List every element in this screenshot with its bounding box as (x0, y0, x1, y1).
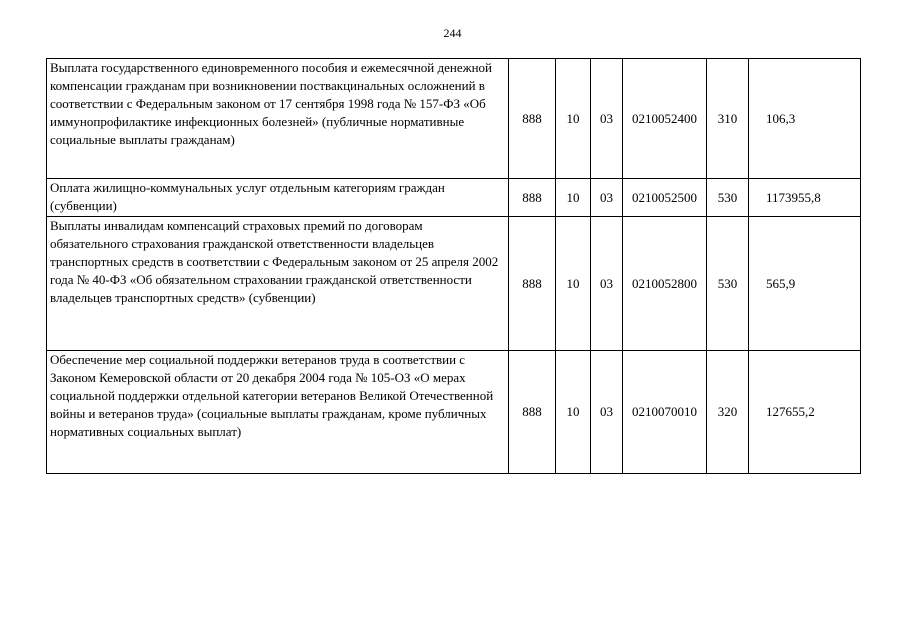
target-article-cell: 0210052400 (623, 59, 707, 179)
table-row (47, 217, 861, 351)
row-description: Выплата государственного единовременного пособия и ежемесячной денежной компенсации гражданам при возникновении поствакцинальных осложнений в соответствии с Федеральным законом от 17 сентября 1998 года № 157-ФЗ «Об иммунопрофилактике инфекционных болезней» (публичные нормативные социальные выплаты гражданам) (47, 59, 509, 179)
section-cell: 10 (556, 59, 591, 179)
amount-cell: 565,9 (749, 217, 861, 351)
subsection-cell: 03 (591, 217, 623, 351)
expense-type-cell: 320 (707, 351, 749, 474)
target-article-cell: 0210052500 (623, 179, 707, 217)
page-number: 244 (443, 26, 462, 40)
subsection-cell: 03 (591, 351, 623, 474)
section-cell: 10 (556, 179, 591, 217)
ministry-code-cell: 888 (509, 351, 556, 474)
table-row (47, 59, 861, 179)
amount-cell: 106,3 (749, 59, 861, 179)
row-description: Обеспечение мер социальной поддержки ветеранов труда в соответствии с Законом Кемеровской области от 20 декабря 2004 года № 105-ОЗ «О мерах социальной поддержки отдельной категории ветеранов Великой Отечественной войны и ветеранов труда» (социальные выплаты гражданам, кроме публичных нормативных социальных выплат) (47, 351, 509, 474)
budget-table (46, 58, 861, 474)
target-article-cell: 0210070010 (623, 351, 707, 474)
ministry-code-cell: 888 (509, 217, 556, 351)
subsection-cell: 03 (591, 179, 623, 217)
target-article-cell: 0210052800 (623, 217, 707, 351)
section-cell: 10 (556, 351, 591, 474)
amount-cell: 127655,2 (749, 351, 861, 474)
section-cell: 10 (556, 217, 591, 351)
expense-type-cell: 530 (707, 217, 749, 351)
amount-cell: 1173955,8 (749, 179, 861, 217)
table-row (47, 179, 861, 217)
row-description: Оплата жилищно-коммунальных услуг отдельным категориям граждан (субвенции) (47, 179, 509, 217)
ministry-code-cell: 888 (509, 179, 556, 217)
expense-type-cell: 530 (707, 179, 749, 217)
expense-type-cell: 310 (707, 59, 749, 179)
table-row (47, 351, 861, 474)
row-description: Выплаты инвалидам компенсаций страховых премий по договорам обязательного страхования гражданской ответственности владельцев транспортных средств в соответствии с Федеральным законом от 25 апреля 2002 года № 40-ФЗ «Об обязательном страховании гражданской ответственности владельцев транспортных средств» (субвенции) (47, 217, 509, 351)
ministry-code-cell: 888 (509, 59, 556, 179)
subsection-cell: 03 (591, 59, 623, 179)
